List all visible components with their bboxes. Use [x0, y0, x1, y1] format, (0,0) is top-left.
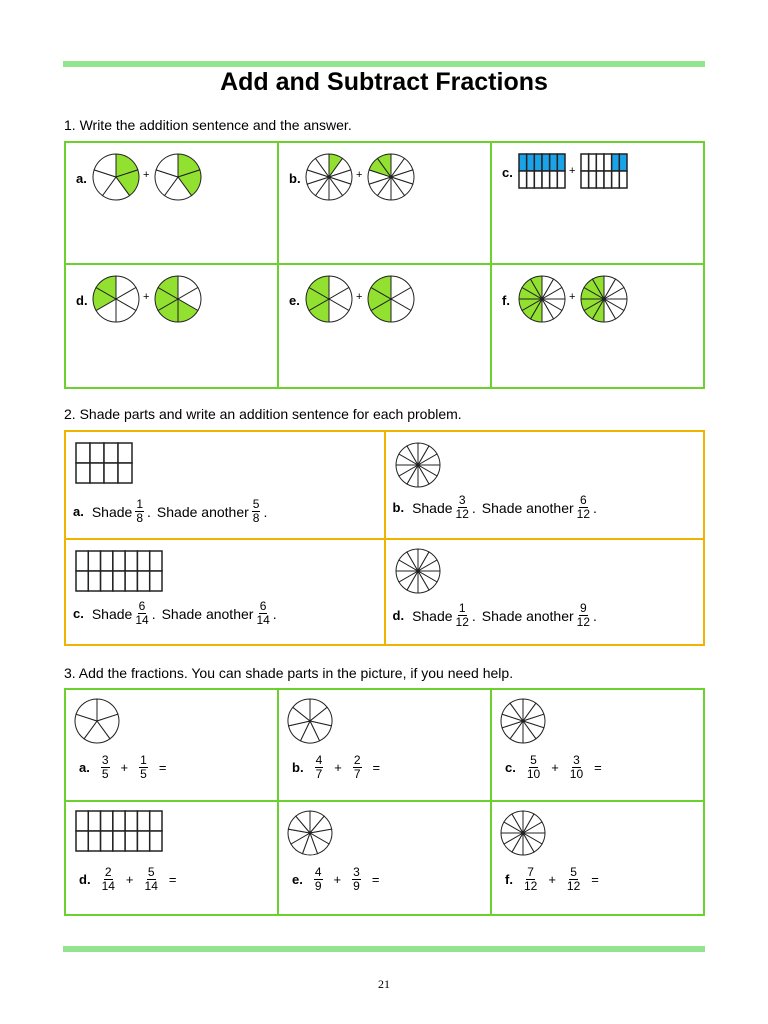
s1-cell-c[interactable]	[491, 142, 704, 264]
item-label: a.	[73, 504, 84, 519]
item-label: c.	[505, 760, 516, 775]
grid-2a	[75, 442, 133, 484]
s2-cell-c[interactable]	[65, 539, 385, 645]
grid-cell	[604, 154, 612, 171]
shade-another-word: Shade another	[481, 499, 574, 516]
fraction: $\frac{1}{5}$	[140, 753, 147, 781]
grid-cell	[104, 463, 118, 483]
grid-cell	[118, 463, 132, 483]
pie-b1	[305, 153, 353, 201]
grid-3d	[75, 810, 163, 852]
fraction: $\frac{6}{14}$	[256, 599, 270, 627]
item-label: b.	[392, 500, 405, 515]
pie-3f	[500, 810, 546, 856]
grid-cell	[604, 171, 612, 188]
fraction: $\frac{6}{14}$	[135, 599, 149, 627]
grid-cell	[101, 571, 113, 591]
grid-cell	[527, 171, 535, 188]
grid-cell	[589, 171, 597, 188]
s1-cell-d[interactable]	[65, 264, 278, 388]
page-number: 21	[378, 977, 390, 991]
fraction: $\frac{5}{12}$	[566, 865, 581, 893]
s1-cell-b[interactable]	[278, 142, 491, 264]
plus-sign: +	[551, 760, 559, 775]
grid-cell	[88, 811, 100, 831]
grid-cell	[550, 171, 558, 188]
equals-sign: =	[591, 872, 599, 887]
s1-cell-e[interactable]	[278, 264, 491, 388]
problem-3f	[505, 866, 607, 893]
grid-cell	[76, 831, 88, 851]
plus-sign: +	[143, 169, 150, 181]
grid-cell	[125, 811, 137, 831]
fraction: $\frac{4}{7}$	[315, 753, 323, 781]
problem-3d	[79, 866, 184, 893]
problem-2d: d. Shade $\frac{1}{12}$ . Shade another $\frac{9}{12}$ .	[392, 601, 597, 629]
plus-sign: +	[120, 760, 129, 775]
s3-cell-a[interactable]	[65, 689, 278, 801]
grid-cell	[137, 571, 149, 591]
grid-cell	[150, 571, 162, 591]
grid-cell	[88, 831, 100, 851]
grid-cell	[90, 443, 104, 463]
section1-table	[64, 141, 705, 389]
grid-cell	[596, 154, 604, 171]
item-label: b.	[292, 760, 304, 775]
grid-cell	[76, 551, 88, 571]
item-label: f.	[502, 293, 510, 308]
plus-sign: +	[356, 169, 363, 181]
pie-3c	[500, 698, 546, 744]
section2-table	[64, 430, 705, 646]
fraction: $\frac{3}{10}$	[569, 753, 584, 781]
equals-sign: =	[168, 872, 177, 887]
problem-2c: c. Shade $\frac{6}{14}$ . Shade another $\frac{6}{14}$ .	[73, 599, 277, 627]
pie-a1	[92, 153, 140, 201]
grid-cell	[612, 171, 620, 188]
s2-cell-d[interactable]	[385, 539, 705, 645]
fraction: $\frac{2}{7}$	[353, 753, 361, 781]
item-label: f.	[505, 872, 513, 887]
s1-cell-f[interactable]	[491, 264, 704, 388]
grid-cell	[101, 831, 113, 851]
grid-cell	[113, 571, 125, 591]
fraction: $\frac{4}{9}$	[314, 865, 322, 893]
grid-cell	[137, 551, 149, 571]
s3-cell-d[interactable]	[65, 801, 278, 915]
grid-cell	[542, 171, 550, 188]
grid-cell	[76, 463, 90, 483]
shade-word: Shade	[91, 605, 133, 622]
section2-instruction: 2. Shade parts and write an addition sentence for each problem.	[64, 406, 462, 422]
grid-cell	[101, 551, 113, 571]
grid-cell	[125, 551, 137, 571]
plus-sign: +	[125, 872, 134, 887]
grid-cell	[125, 571, 137, 591]
grid-cell	[557, 154, 565, 171]
grid-cell	[150, 831, 162, 851]
problem-3e	[292, 866, 387, 893]
pie-3a	[74, 698, 120, 744]
grid-cell	[88, 571, 100, 591]
s3-cell-f[interactable]	[491, 801, 704, 915]
fraction: $\frac{2}{14}$	[101, 865, 115, 893]
problem-3b	[292, 754, 388, 781]
fraction: $\frac{9}{12}$	[576, 601, 591, 629]
grid-cell	[527, 154, 535, 171]
grid-cell	[519, 171, 527, 188]
grid-cell	[113, 811, 125, 831]
grid-cell	[550, 154, 558, 171]
shade-word: Shade	[91, 503, 133, 520]
fraction: $\frac{3}{5}$	[101, 753, 109, 781]
problem-3c	[505, 754, 610, 781]
plus-sign: +	[356, 291, 363, 303]
equals-sign: =	[594, 760, 602, 775]
s2-cell-b[interactable]	[385, 431, 705, 539]
s2-cell-a[interactable]	[65, 431, 385, 539]
item-label: d.	[76, 293, 88, 308]
section1-instruction: 1. Write the addition sentence and the answer.	[64, 117, 352, 133]
fraction: $\frac{6}{12}$	[576, 493, 591, 521]
grid-cell	[581, 171, 589, 188]
grid-cell	[581, 154, 589, 171]
pie-d1	[92, 275, 140, 323]
grid-cell	[612, 154, 620, 171]
pie-2b	[395, 442, 441, 488]
fraction: $\frac{5}{10}$	[526, 753, 541, 781]
grid-cell	[137, 811, 149, 831]
grid-cell	[557, 171, 565, 188]
grid-cell	[88, 551, 100, 571]
grid-cell	[125, 831, 137, 851]
equals-sign: =	[372, 760, 381, 775]
plus-sign: +	[569, 291, 576, 303]
grid-cell	[137, 831, 149, 851]
grid-cell	[534, 154, 542, 171]
grid-cell	[76, 443, 90, 463]
grid-c2	[580, 153, 628, 189]
grid-cell	[596, 171, 604, 188]
grid-cell	[150, 811, 162, 831]
section3-table	[64, 688, 705, 916]
pie-e2	[367, 275, 415, 323]
fraction: $\frac{3}{12}$	[455, 493, 469, 521]
top-accent-bar	[63, 61, 705, 67]
item-label: a.	[76, 171, 87, 186]
pie-a2	[154, 153, 202, 201]
item-label: c.	[502, 165, 513, 180]
pie-3e	[287, 810, 333, 856]
fraction: $\frac{5}{14}$	[144, 865, 158, 893]
shade-another-word: Shade another	[161, 605, 254, 622]
problem-2b: b. Shade $\frac{3}{12}$ . Shade another $\frac{6}{12}$ .	[392, 493, 597, 521]
grid-cell	[76, 811, 88, 831]
pie-d2	[154, 275, 202, 323]
fraction: $\frac{1}{12}$	[455, 601, 469, 629]
shade-another-word: Shade another	[481, 607, 574, 624]
s3-cell-b[interactable]	[278, 689, 491, 801]
grid-cell	[619, 171, 627, 188]
pie-3b	[287, 698, 333, 744]
equals-sign: =	[371, 872, 380, 887]
equals-sign: =	[158, 760, 167, 775]
plus-sign: +	[548, 872, 556, 887]
item-label: d.	[392, 608, 405, 623]
plus-sign: +	[334, 760, 342, 775]
fraction: $\frac{1}{8}$	[136, 497, 144, 525]
grid-cell	[542, 154, 550, 171]
pie-2d	[395, 548, 441, 594]
fraction: $\frac{5}{8}$	[252, 497, 260, 525]
shade-word: Shade	[412, 499, 453, 516]
plus-sign: +	[143, 291, 150, 303]
grid-cell	[90, 463, 104, 483]
s1-cell-a[interactable]	[65, 142, 278, 264]
grid-cell	[619, 154, 627, 171]
s3-cell-e[interactable]	[278, 801, 491, 915]
shade-word: Shade	[412, 607, 453, 624]
section3-instruction: 3. Add the fractions. You can shade parts in the picture, if you need help.	[64, 665, 514, 681]
grid-cell	[113, 831, 125, 851]
grid-cell	[101, 811, 113, 831]
item-label: b.	[289, 171, 301, 186]
s3-cell-c[interactable]	[491, 689, 704, 801]
page-title: Add and Subtract Fractions	[220, 68, 548, 96]
shade-another-word: Shade another	[156, 503, 249, 520]
plus-sign: +	[569, 165, 576, 177]
item-label: c.	[73, 606, 84, 621]
item-label: e.	[292, 872, 303, 887]
grid-cell	[113, 551, 125, 571]
fraction: $\frac{3}{9}$	[353, 865, 360, 893]
grid-c1	[518, 153, 566, 189]
grid-cell	[534, 171, 542, 188]
grid-cell	[519, 154, 527, 171]
item-label: e.	[289, 293, 300, 308]
pie-f1	[518, 275, 566, 323]
bottom-accent-bar	[63, 946, 705, 952]
grid-cell	[76, 571, 88, 591]
grid-cell	[150, 551, 162, 571]
item-label: d.	[79, 872, 91, 887]
grid-cell	[104, 443, 118, 463]
fraction: $\frac{7}{12}$	[523, 865, 538, 893]
plus-sign: +	[333, 872, 342, 887]
grid-2c	[75, 550, 163, 592]
grid-cell	[118, 443, 132, 463]
problem-2a: a. Shade $\frac{1}{8}$ . Shade another $\frac{5}{8}$ .	[73, 497, 268, 525]
pie-f2	[580, 275, 628, 323]
item-label: a.	[79, 760, 90, 775]
pie-e1	[305, 275, 353, 323]
problem-3a	[79, 754, 174, 781]
grid-cell	[589, 154, 597, 171]
pie-b2	[367, 153, 415, 201]
